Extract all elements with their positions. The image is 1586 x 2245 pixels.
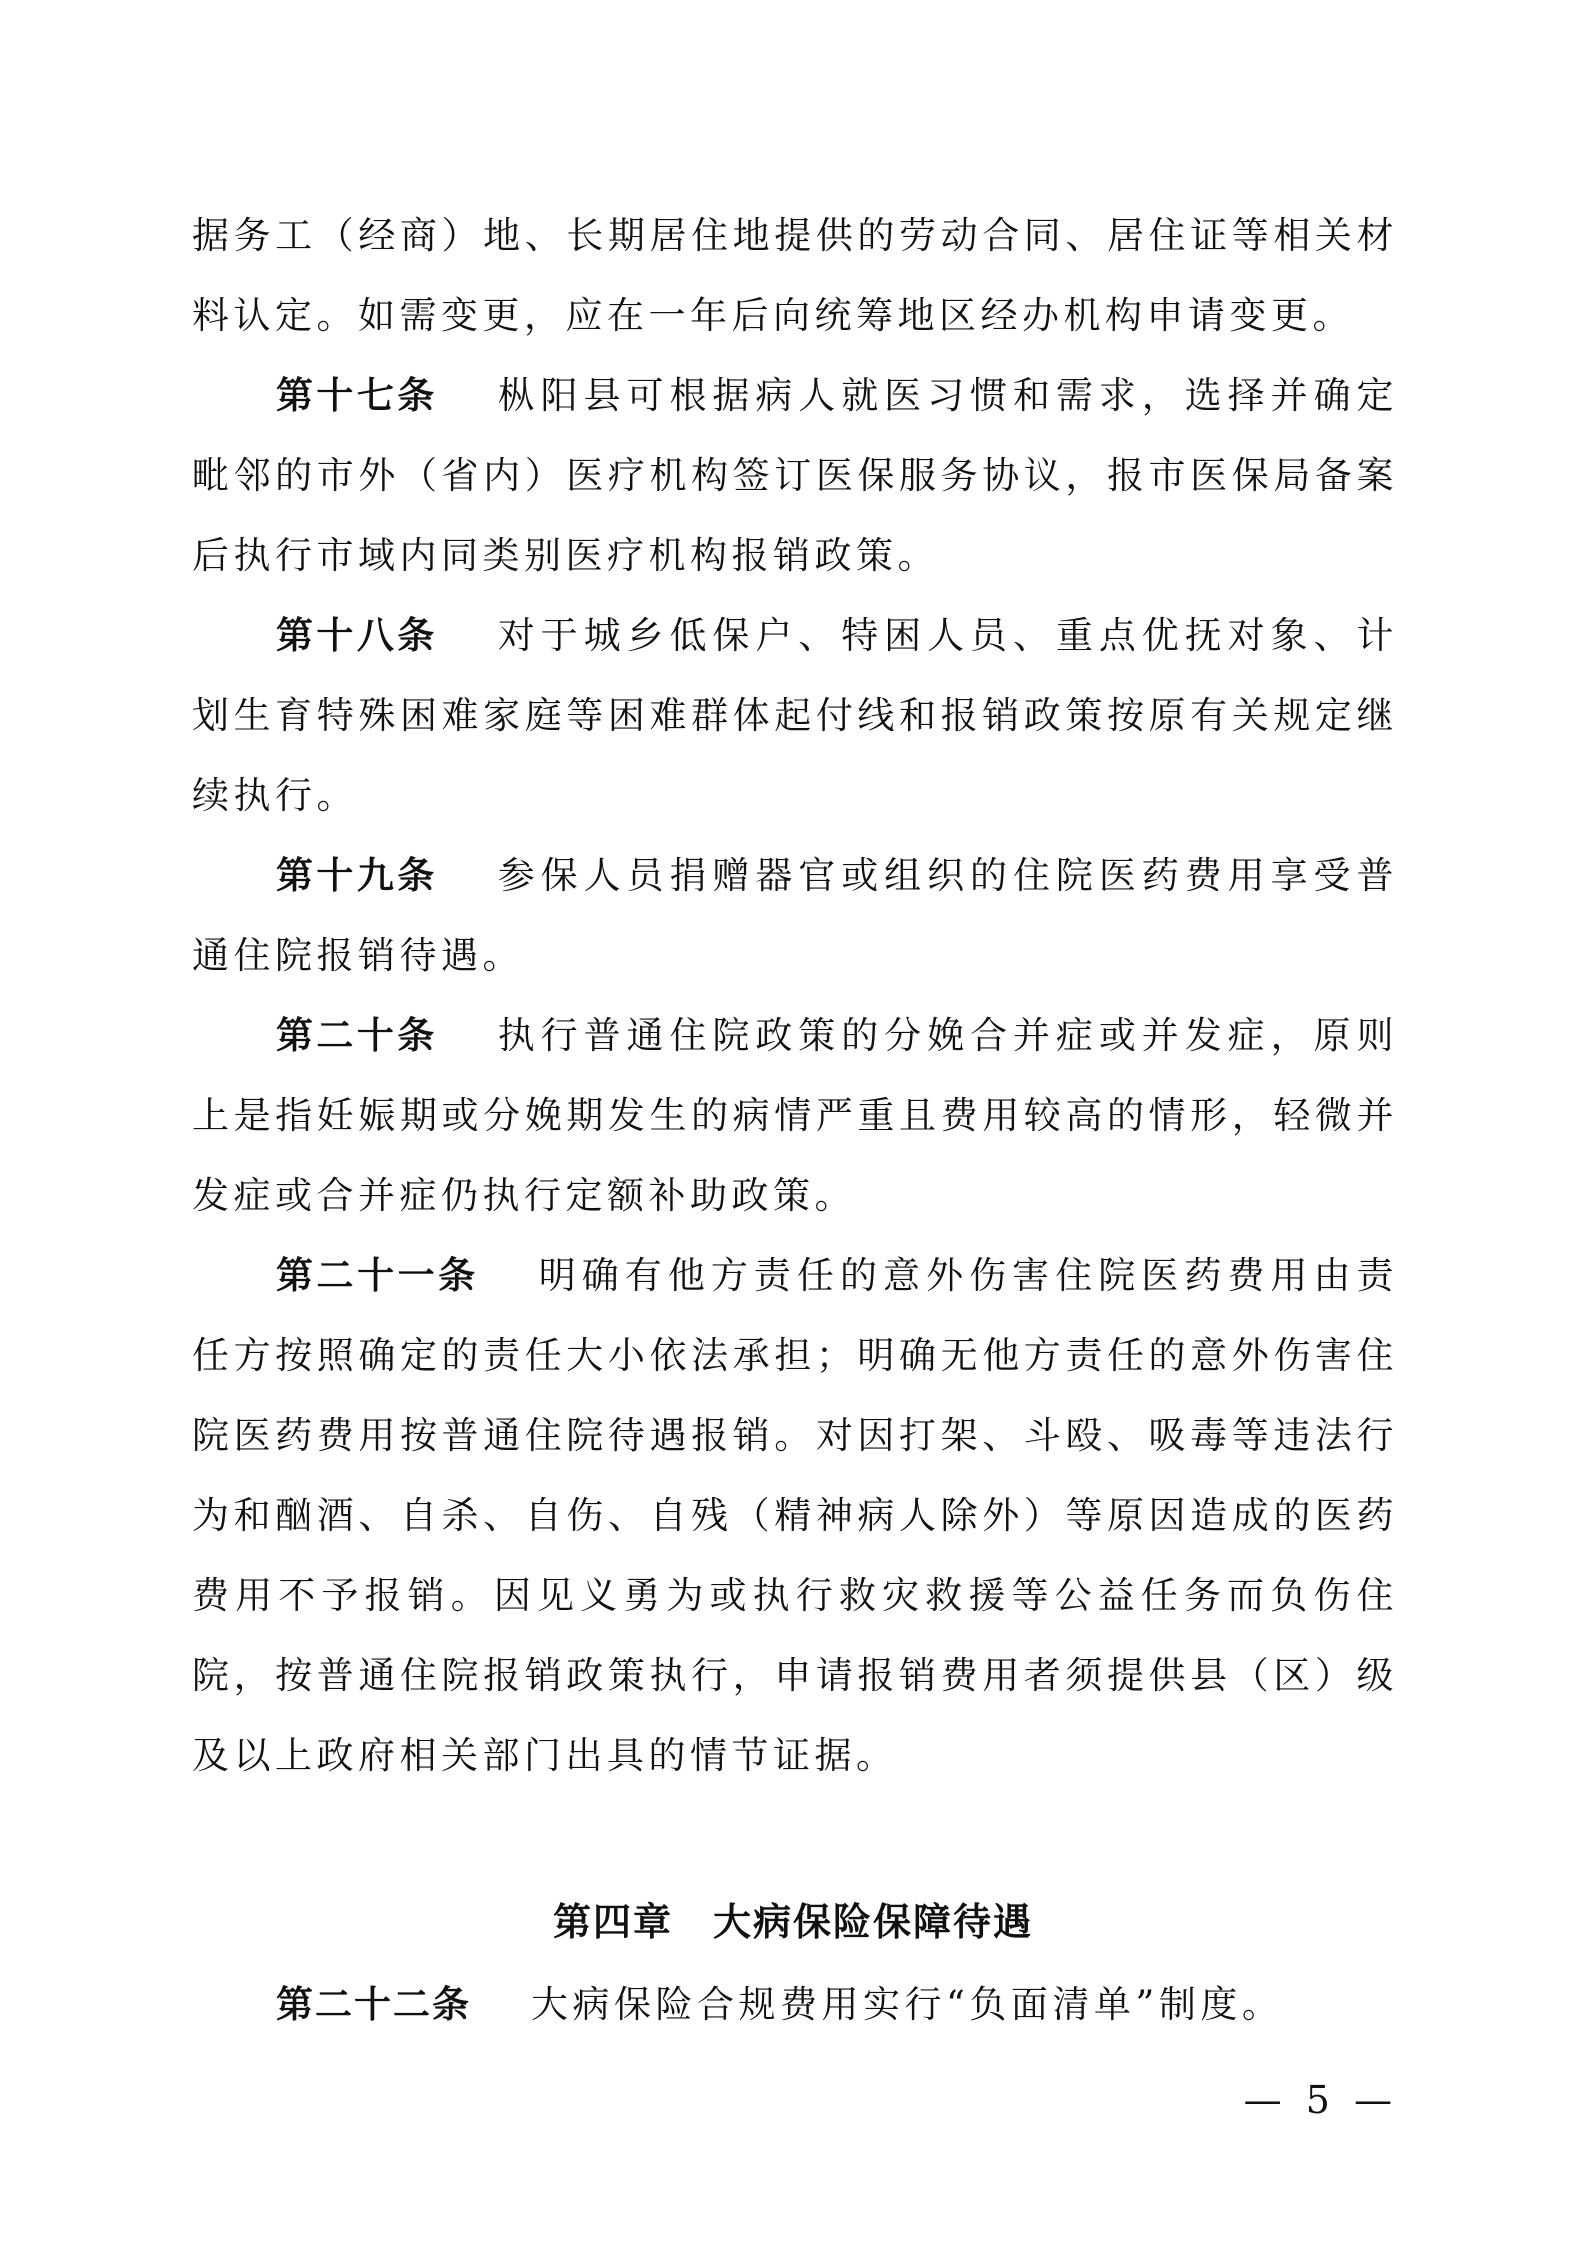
paragraph-text: 枞阳县可根据病人就医习惯和需求，选择并确定毗邻的市外（省内）医疗机构签订医保服务协议，报市医保局备案后执行市域内同类别医疗机构报销政策。 xyxy=(192,374,1398,577)
article-number: 第十七条 xyxy=(276,374,438,417)
paragraph-text: 据务工（经商）地、长期居住地提供的劳动合同、居住证等相关材料认定。如需变更，应在一年后向统筹地区经办机构申请变更。 xyxy=(192,214,1398,337)
paragraph-text: 对于城乡低保户、特困人员、重点优抚对象、计划生育特殊困难家庭等困难群体起付线和报销政策按原有关规定继续执行。 xyxy=(192,614,1398,817)
article-number: 第二十一条 xyxy=(276,1254,479,1297)
chapter-heading: 第四章 大病保险保障待遇 xyxy=(552,1900,1033,1944)
paragraph-text: 明确有他方责任的意外伤害住院医药费用由责任方按照确定的责任大小依法承担；明确无他方责任的意外伤害住院医药费用按普通住院待遇报销。对因打架、斗殴、吸毒等违法行为和酗酒、自杀、自伤、自残（精神病人除外）等原因造成的医药费用不予报销。因见义勇为或执行救灾救援等公益任务而负伤住院，按普通住院报销政策执行，申请报销费用者须提供县（区）级及以上政府相关部门出具的情节证据。 xyxy=(192,1254,1399,1777)
paragraph-text: 执行普通住院政策的分娩合并症或并发症，原则上是指妊娠期或分娩期发生的病情严重且费用较高的情形，轻微并发症或合并症仍执行定额补助政策。 xyxy=(192,1014,1398,1217)
page-number: — 5 — xyxy=(1243,2078,1398,2122)
article-20 xyxy=(192,996,1398,1236)
article-number: 第十九条 xyxy=(276,854,438,897)
article-number: 第二十二条 xyxy=(276,1983,471,2026)
article-number: 第二十条 xyxy=(276,1014,438,1057)
paragraph-continuation xyxy=(192,196,1398,356)
body-text xyxy=(192,196,1398,1796)
article-17 xyxy=(192,356,1398,596)
paragraph-text: 大病保险合规费用实行“负面清单”制度。 xyxy=(531,1983,1284,2026)
paragraph-text: 参保人员捐赠器官或组织的住院医药费用享受普通住院报销待遇。 xyxy=(192,854,1398,977)
article-21 xyxy=(192,1236,1398,1796)
article-18 xyxy=(192,596,1398,836)
article-number: 第十八条 xyxy=(276,614,438,657)
article-19 xyxy=(192,836,1398,996)
article-22 xyxy=(192,1965,1398,2045)
